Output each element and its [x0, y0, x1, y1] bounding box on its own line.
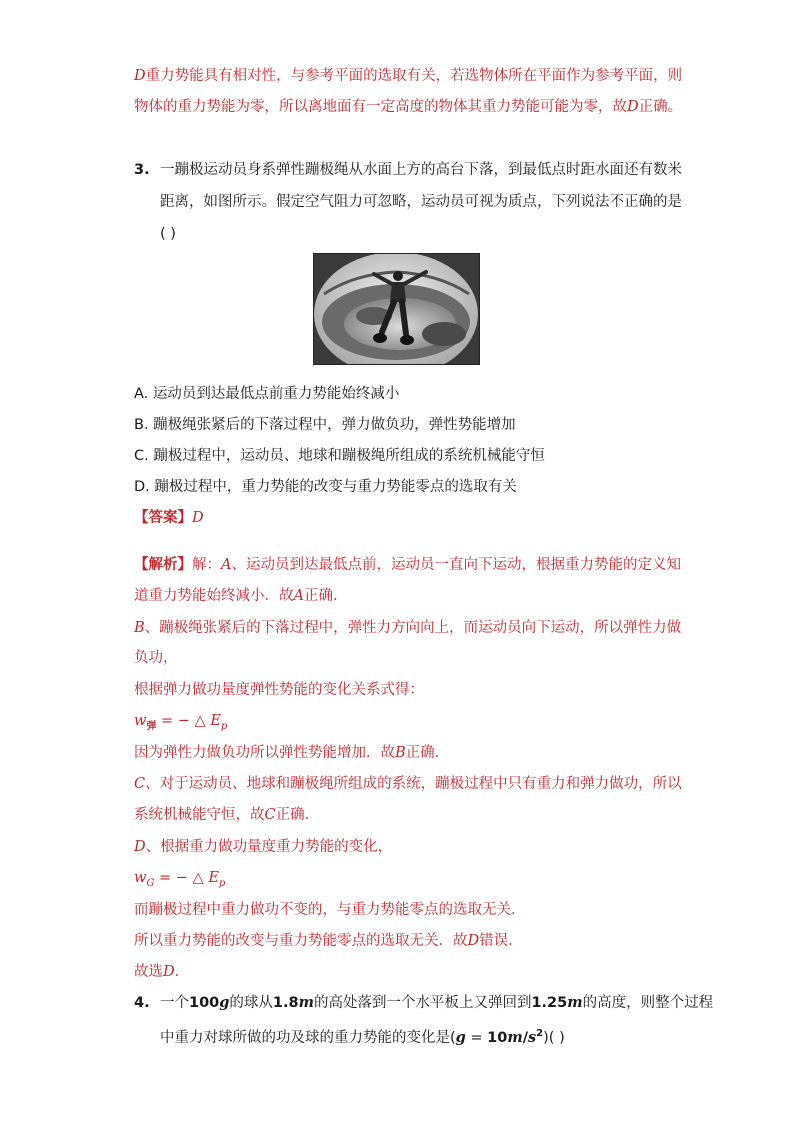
- var-b: B: [134, 620, 145, 636]
- var-d: D: [134, 68, 146, 84]
- formula-sub: 弹: [146, 720, 157, 732]
- option-d: [134, 477, 517, 497]
- bungee-jumper-photo: [313, 253, 480, 365]
- option-b-text: 蹦极绳张紧后的下落过程中，弹力做负功，弹性势能增加: [153, 417, 516, 433]
- analysis-text: 故选: [134, 964, 163, 980]
- top-line-2: [134, 97, 682, 117]
- analysis-text: 、根据重力做功量度重力势能的变化，: [145, 839, 393, 855]
- top-line-1: [134, 66, 682, 86]
- option-d-text: 蹦极过程中，重力势能的改变与重力势能零点的选取有关: [154, 479, 517, 495]
- q4-text: 的高处落到一个水平板上又弹回到: [313, 995, 532, 1011]
- option-b-label: B.: [134, 417, 149, 433]
- top-line-2-end: 正确。: [638, 99, 683, 115]
- analysis-line-2: [134, 586, 347, 606]
- analysis-line-11: [134, 931, 523, 951]
- q4-text: 一个: [160, 995, 189, 1011]
- option-d-label: D.: [134, 479, 150, 495]
- question-3-stem-3: ( ): [160, 226, 176, 242]
- q4-eq: =: [465, 1029, 488, 1046]
- var-a: A: [221, 557, 232, 573]
- analysis-line-1: [134, 555, 681, 575]
- answer-tag: 【答案】: [134, 510, 192, 526]
- option-a-text: 运动员到达最低点前重力势能始终减小: [152, 386, 400, 402]
- formula-eq: = − △: [154, 870, 209, 886]
- formula-sub-p: p: [218, 877, 226, 889]
- question-3-number: 3.: [134, 162, 150, 178]
- q4-text: 的球从: [229, 995, 273, 1011]
- option-c-text: 蹦极过程中，运动员、地球和蹦极绳所组成的系统机械能守恒: [153, 448, 545, 464]
- analysis-line-12: [134, 962, 189, 982]
- option-b: [134, 415, 516, 435]
- q4-unit: g: [219, 994, 230, 1011]
- answer-line: [134, 508, 204, 528]
- option-c-label: C.: [134, 448, 149, 464]
- formula-w: w: [134, 870, 147, 886]
- question-4-number: 4.: [134, 995, 150, 1011]
- analysis-line-7: [134, 774, 682, 794]
- analysis-text: 正确．: [405, 745, 450, 761]
- analysis-tag: 【解析】: [134, 557, 192, 573]
- analysis-text: 因为弹性力做负功所以弹性势能增加．故: [134, 745, 395, 761]
- analysis-text: 道重力势能始终减小．故: [134, 588, 294, 604]
- option-a: [134, 384, 399, 404]
- var-a: A: [293, 588, 304, 604]
- q4-unit: m: [298, 994, 314, 1011]
- question-3-stem-1: 一蹦极运动员身系弹性蹦极绳从水面上方的高台下落，到最低点时距水面还有数米: [160, 162, 682, 178]
- analysis-line-4: 负功，: [134, 650, 178, 666]
- question-4-stem-2: [160, 1024, 565, 1048]
- q4-unit: m: [567, 994, 583, 1011]
- q4-num: 100: [189, 995, 220, 1011]
- formula-eq: = − △: [156, 713, 211, 729]
- analysis-text: 正确．: [303, 588, 348, 604]
- var-d: D: [467, 933, 480, 949]
- top-line-1-text: 重力势能具有相对性，与参考平面的选取有关，若选物体所在平面作为参考平面，则: [145, 68, 683, 84]
- bungee-photo-illustration: [314, 254, 479, 364]
- option-a-label: A.: [134, 386, 149, 402]
- q4-num: 10: [487, 1029, 508, 1046]
- analysis-text: 、运动员到达最低点前，运动员一直向下运动，根据重力势能的定义知: [231, 557, 681, 573]
- var-d: D: [627, 99, 639, 115]
- analysis-text: 正确．: [275, 807, 320, 823]
- analysis-text: 错误．: [479, 933, 523, 949]
- q4-num: 1.8: [272, 995, 299, 1011]
- formula-gravity: [134, 868, 225, 894]
- analysis-line-10: 而蹦极过程中重力做功不变的，与重力势能零点的选取无关．: [134, 902, 526, 918]
- var-c: C: [134, 776, 146, 792]
- question-3-stem-2: 距离，如图所示。假定空气阻力可忽略，运动员可视为质点，下列说法不正确的是: [160, 194, 682, 210]
- formula-e: E: [210, 713, 221, 729]
- q4-var: g: [455, 1028, 466, 1046]
- analysis-text: 解：: [192, 557, 221, 573]
- analysis-text: 、蹦极绳张紧后的下落过程中，弹性力方向向上，而运动员向下运动，所以弹性力做: [144, 620, 682, 636]
- formula-e: E: [208, 870, 219, 886]
- analysis-text: ．: [174, 964, 190, 980]
- q4-unit: s: [528, 1028, 537, 1046]
- analysis-text: 、对于运动员、地球和蹦极绳所组成的系统，蹦极过程中只有重力和弹力做功，所以: [145, 776, 682, 792]
- analysis-line-3: [134, 618, 681, 638]
- var-d: D: [134, 839, 146, 855]
- analysis-line-5: 根据弹力做功量度弹性势能的变化关系式得：: [134, 682, 424, 698]
- analysis-text: 所以重力势能的改变与重力势能零点的选取无关．故: [134, 933, 468, 949]
- q4-exp: 2: [536, 1028, 544, 1039]
- q4-text: )( ): [543, 1029, 565, 1046]
- analysis-line-9: [134, 837, 392, 857]
- question-4-stem-1: [160, 993, 713, 1013]
- var-b: B: [395, 745, 406, 761]
- analysis-line-8: [134, 805, 319, 825]
- formula-sub-p: p: [220, 720, 228, 732]
- var-c: C: [264, 807, 276, 823]
- q4-unit: m: [507, 1028, 523, 1046]
- answer-value: D: [192, 510, 204, 526]
- q4-text: 的高度，则整个过程: [582, 995, 714, 1011]
- analysis-text: 系统机械能守恒，故: [134, 807, 265, 823]
- q4-text: 中重力对球所做的功及球的重力势能的变化是(: [160, 1029, 456, 1046]
- var-d: D: [163, 964, 175, 980]
- formula-w: w: [134, 713, 147, 729]
- formula-elastic: [134, 711, 227, 737]
- q4-num: 1.25: [531, 995, 568, 1011]
- q4-slash: /: [522, 1029, 528, 1046]
- formula-sub: G: [146, 877, 155, 889]
- option-c: [134, 446, 545, 466]
- top-line-2-text: 物体的重力势能为零，所以离地面有一定高度的物体其重力势能可能为零，故: [134, 99, 627, 115]
- analysis-line-6: [134, 743, 449, 763]
